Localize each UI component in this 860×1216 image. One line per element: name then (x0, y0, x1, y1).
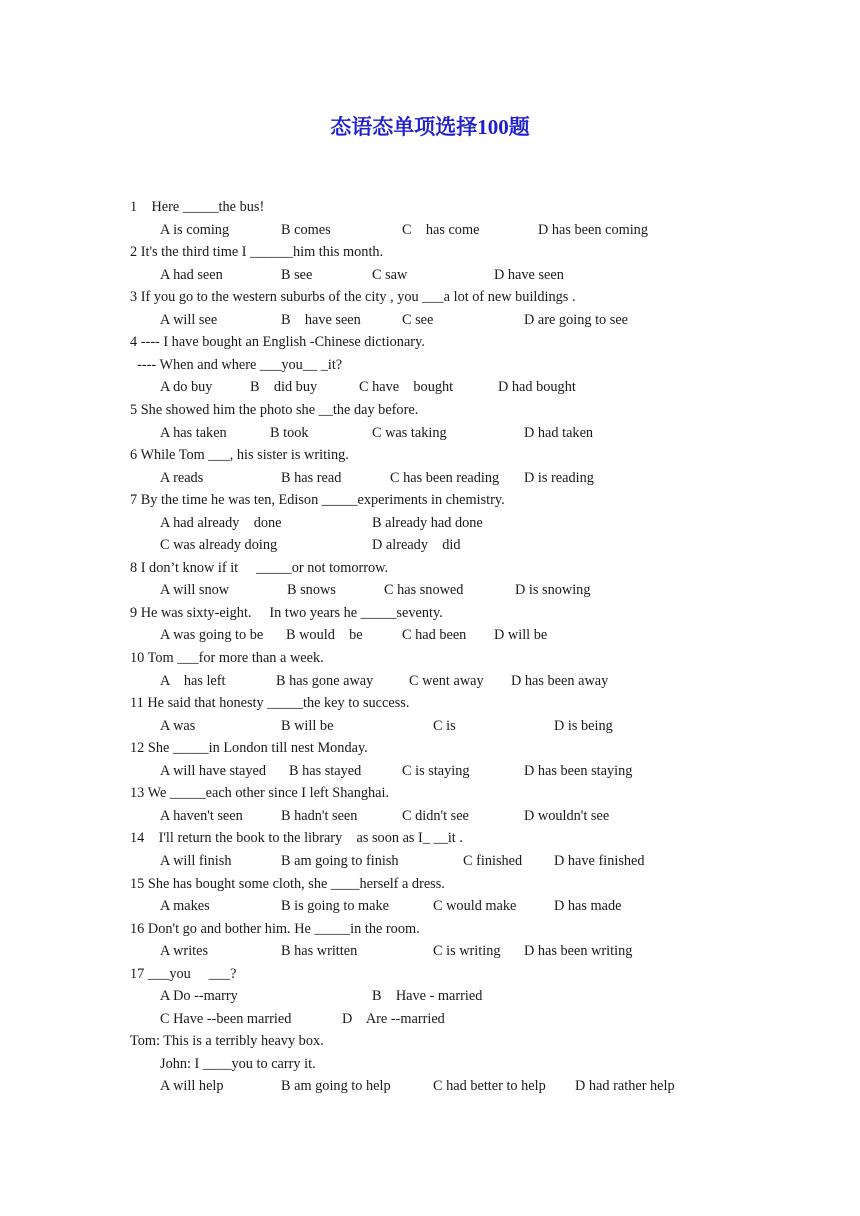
option-row (0, 534, 860, 556)
answer-option: B has read (281, 469, 342, 486)
answer-option: John: I ____you to carry it. (160, 1055, 316, 1072)
answer-option: B snows (287, 582, 336, 599)
question-text: 3 If you go to the western suburbs of the city , you ___a lot of new buildings . (130, 289, 576, 306)
answer-option: D have seen (494, 266, 564, 283)
option-row (0, 309, 860, 331)
answer-option: D has been staying (524, 762, 633, 779)
answer-option: C had been (402, 627, 467, 644)
answer-option: A will help (160, 1078, 224, 1095)
option-row (0, 895, 860, 917)
answer-option: C has snowed (384, 582, 464, 599)
answer-option: D has been coming (538, 221, 648, 238)
question-text: 1 Here _____the bus! (130, 199, 265, 215)
answer-option: A writes (160, 943, 209, 960)
answer-option: A had already done (160, 514, 282, 531)
option-row (0, 422, 860, 444)
answer-option: C would make (433, 898, 517, 915)
option-row (0, 670, 860, 692)
question-text: 16 Don't go and bother him. He _____in the room. (130, 920, 420, 937)
question-text: 17 ___you ___? (130, 965, 237, 982)
answer-option: D already did (372, 537, 461, 554)
answer-option: B has written (281, 943, 358, 960)
answer-option: C didn't see (402, 807, 469, 824)
question-text: 11 He said that honesty _____the key to success. (130, 695, 410, 712)
answer-option: C has been reading (390, 469, 500, 486)
question-text: 15 She has bought some cloth, she ____herself a dress. (130, 875, 445, 892)
answer-option: A is coming (160, 221, 230, 238)
answer-option: D will be (494, 627, 548, 644)
answer-option: A was going to be (160, 627, 264, 644)
question-text: 6 While Tom ___, his sister is writing. (130, 447, 349, 464)
answer-option: B has stayed (289, 762, 362, 779)
answer-option: A has taken (160, 424, 227, 441)
answer-option: A makes (160, 898, 210, 915)
answer-option: A Do --marry (160, 988, 238, 1005)
answer-option: B have seen (281, 311, 361, 328)
answer-option: B did buy (250, 379, 318, 396)
answer-option: A haven't seen (160, 807, 243, 824)
answer-option: B has gone away (276, 672, 374, 689)
answer-option: A reads (160, 469, 204, 486)
answer-option: D has made (554, 898, 622, 915)
answer-option: D Are --married (342, 1010, 445, 1027)
answer-option: C has come (402, 221, 480, 238)
answer-option: B would be (286, 627, 363, 644)
answer-option: B hadn't seen (281, 807, 358, 824)
answer-option: B am going to finish (281, 852, 399, 869)
option-row (0, 940, 860, 962)
question-text: 9 He was sixty-eight. In two years he _____seventy. (130, 604, 443, 621)
option-row (0, 1075, 860, 1097)
answer-option: C Have --been married (160, 1010, 292, 1027)
answer-option: C was already doing (160, 537, 278, 554)
answer-option: B see (281, 266, 313, 283)
answer-option: A will snow (160, 582, 230, 599)
question-text: Tom: This is a terribly heavy box. (130, 1033, 324, 1050)
answer-option: B will be (281, 717, 334, 734)
answer-option: A had seen (160, 266, 223, 283)
answer-option: C is writing (433, 943, 501, 960)
answer-option: C finished (463, 852, 523, 869)
option-row (0, 850, 860, 872)
answer-option: D has been away (511, 672, 609, 689)
question-text: ---- When and where ___you__ _it? (130, 356, 343, 373)
option-row (0, 376, 860, 398)
option-row (0, 579, 860, 601)
answer-option: D wouldn't see (524, 807, 610, 824)
question-text: 12 She _____in London till nest Monday. (130, 740, 368, 757)
answer-option: D had rather help (575, 1078, 675, 1095)
answer-option: D are going to see (524, 311, 629, 328)
option-row (0, 1008, 860, 1030)
answer-option: D is being (554, 717, 613, 734)
answer-option: A do buy (160, 379, 213, 396)
answer-option: A was (160, 717, 196, 734)
answer-option: B comes (281, 221, 331, 238)
answer-option: D had taken (524, 424, 594, 441)
answer-option: D have finished (554, 852, 645, 869)
answer-option: A will finish (160, 852, 232, 869)
question-text: 8 I don’t know if it _____or not tomorrow. (130, 559, 389, 576)
answer-option: D has been writing (524, 943, 633, 960)
question-text: 10 Tom ___for more than a week. (130, 650, 324, 666)
answer-option: B took (270, 424, 309, 441)
answer-option: B Have - married (372, 988, 483, 1005)
option-row (0, 1053, 860, 1075)
option-row (0, 715, 860, 737)
answer-option: C see (402, 311, 434, 328)
page-title: 态语态单项选择100题 (330, 115, 530, 139)
question-text: 7 By the time he was ten, Edison _____experiments in chemistry. (130, 492, 505, 509)
answer-option: D is reading (524, 469, 594, 486)
option-row (0, 760, 860, 782)
answer-option: C was taking (372, 424, 447, 441)
answer-option: C is staying (402, 762, 470, 779)
answer-option: C had better to help (433, 1078, 546, 1095)
answer-option: C saw (372, 266, 408, 283)
question-text: 4 ---- I have bought an English -Chinese dictionary. (130, 334, 425, 351)
question-text: 13 We _____each other since I left Shanghai. (130, 785, 390, 802)
option-row (0, 512, 860, 534)
option-row (0, 264, 860, 286)
answer-option: D had bought (498, 379, 576, 396)
answer-option: A will see (160, 311, 218, 328)
option-row (0, 805, 860, 827)
question-text: 5 She showed him the photo she __the day before. (130, 401, 419, 418)
answer-option: A has left (160, 672, 226, 689)
answer-option: D is snowing (515, 582, 591, 599)
answer-option: C went away (409, 672, 484, 689)
question-text: 2 It's the third time I ______him this month. (130, 244, 384, 261)
answer-option: C is (433, 717, 456, 734)
option-row (0, 219, 860, 241)
answer-option: A will have stayed (160, 762, 267, 779)
answer-option: B already had done (372, 514, 483, 531)
option-row (0, 467, 860, 489)
question-text: 14 I'll return the book to the library as soon as I_ __it . (130, 830, 463, 847)
answer-option: B am going to help (281, 1078, 391, 1095)
option-row (0, 985, 860, 1007)
answer-option: B is going to make (281, 898, 390, 915)
option-row (0, 624, 860, 646)
answer-option: C have bought (359, 379, 454, 396)
